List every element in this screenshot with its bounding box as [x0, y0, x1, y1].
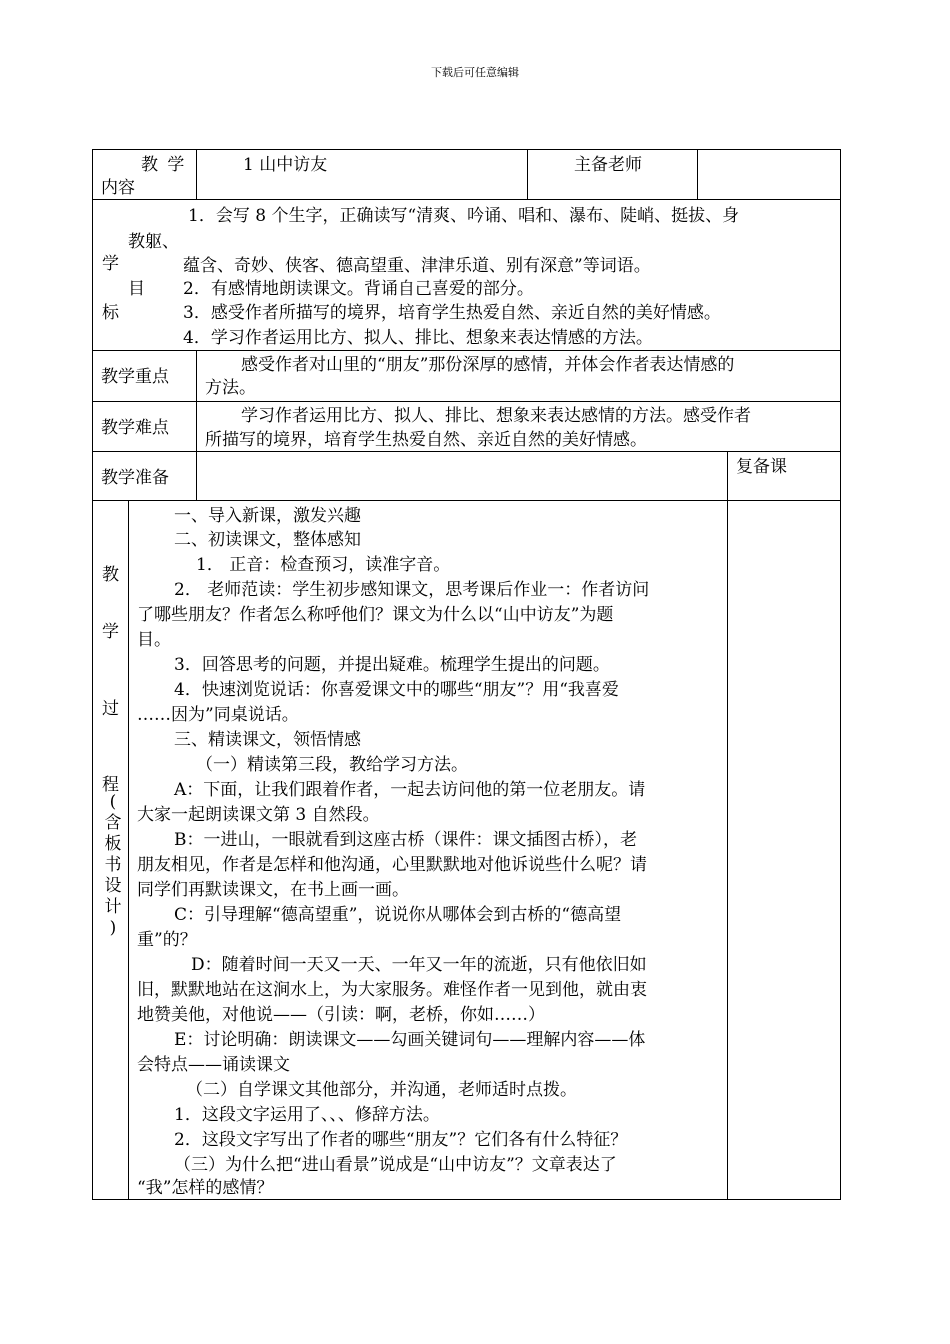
review-label: 复备课 — [736, 457, 787, 477]
header-note: 下载后可任意编辑 — [431, 66, 519, 79]
key-points-line: 方法。 — [205, 378, 256, 398]
table-border-left — [92, 149, 93, 1200]
process-line: 重”的？ — [137, 930, 197, 950]
process-line: 二、初读课文，整体感知 — [174, 530, 361, 550]
row-separator — [92, 401, 841, 402]
process-line: （二）自学课文其他部分，并沟通，老师适时点拨。 — [186, 1080, 577, 1100]
process-label-char: 过 — [102, 699, 119, 719]
process-line: 大家一起朗读课文第 3 自然段。 — [137, 805, 380, 825]
difficulties-label: 教学难点 — [101, 418, 169, 438]
row-separator — [92, 199, 841, 200]
process-line: C：引导理解“德高望重”，说说你从哪体会到古桥的“德高望 — [174, 905, 622, 925]
teacher-label: 主备老师 — [574, 155, 642, 175]
goal-line: 4．学习作者运用比方、拟人、排比、想象来表达情感的方法。 — [183, 328, 653, 348]
process-line: 4．快速浏览说话：你喜爱课文中的哪些“朋友”？用“我喜爱 — [174, 680, 619, 700]
key-points-line: 感受作者对山里的“朋友”那份深厚的感情，并体会作者表达情感的 — [241, 355, 735, 375]
table-border-top — [92, 149, 841, 150]
difficulties-line: 学习作者运用比方、拟人、排比、想象来表达感情的方法。感受作者 — [241, 406, 751, 426]
process-line: 2．这段文字写出了作者的哪些“朋友”？它们各有什么特征？ — [174, 1130, 628, 1150]
table-border-right — [840, 149, 841, 1200]
process-label-char: 程 — [102, 775, 119, 795]
process-line: 旧，默默地站在这涧水上，为大家服务。难怪作者一见到他，就由衷 — [137, 980, 647, 1000]
subtitle-char: 板 — [104, 834, 122, 854]
col-separator — [727, 451, 728, 1200]
col-separator — [128, 500, 129, 1200]
process-label-subtitle — [102, 792, 124, 939]
subtitle-char: ( — [109, 792, 117, 812]
goal-line: 1．会写 8 个生字，正确读写“清爽、吟诵、唱和、瀑布、陡峭、挺拔、身 — [188, 206, 740, 226]
key-points-label: 教学重点 — [101, 367, 169, 387]
process-line: 了哪些朋友？作者怎么称呼他们？课文为什么以“山中访友”为题 — [137, 605, 614, 625]
preparation-label: 教学准备 — [101, 468, 169, 488]
difficulties-line: 所描写的境界，培育学生热爱自然、亲近自然的美好情感。 — [205, 430, 647, 450]
process-label-char: 教 — [102, 565, 119, 585]
process-line: A：下面，让我们跟着作者，一起去访问他的第一位老朋友。请 — [174, 780, 646, 800]
process-line: 目。 — [137, 630, 171, 650]
process-line: 1． 正音：检查预习，读准字音。 — [196, 555, 451, 575]
subtitle-char: ) — [109, 918, 117, 938]
goal-line: 躯、 — [145, 232, 179, 252]
process-line: 2． 老师范读：学生初步感知课文，思考课后作业一：作者访问 — [174, 580, 650, 600]
process-line: 三、精读课文，领悟情感 — [174, 730, 361, 750]
row-separator — [92, 350, 841, 351]
process-line: （三）为什么把“进山看景”说成是“山中访友”？文章表达了 — [174, 1155, 617, 1175]
process-line: D：随着时间一天又一天、一年又一年的流逝，只有他依旧如 — [191, 955, 647, 975]
process-label-char: 学 — [102, 622, 119, 642]
goals-label-mu: 目 — [128, 279, 145, 299]
content-label-top: 教 学 — [141, 155, 187, 175]
goal-line: 2．有感情地朗读课文。背诵自己喜爱的部分。 — [183, 279, 534, 299]
lesson-title: 1 山中访友 — [243, 155, 328, 175]
process-line: 1．这段文字运用了、、、修辞方法。 — [174, 1105, 440, 1125]
subtitle-char: 设 — [104, 876, 122, 896]
subtitle-char: 含 — [104, 813, 122, 833]
subtitle-char: 计 — [104, 897, 122, 917]
col-separator — [196, 149, 197, 200]
process-line: E：讨论明确：朗读课文——勾画关键词句——理解内容——体 — [174, 1030, 646, 1050]
goals-label-jiao: 教 — [128, 232, 145, 252]
process-line: B：一进山，一眼就看到这座古桥（课件：课文插图古桥），老 — [174, 830, 637, 850]
process-line: （一）精读第三段，教给学习方法。 — [196, 755, 468, 775]
col-separator — [527, 149, 528, 200]
col-separator — [697, 149, 698, 200]
process-line: 地赞美他，对他说——（引读：啊，老桥，你如……） — [137, 1005, 545, 1025]
goals-label-xue: 学 — [102, 254, 119, 274]
process-line: “我”怎样的感情？ — [137, 1178, 274, 1198]
subtitle-char: 书 — [104, 855, 122, 875]
process-line: 3．回答思考的问题，并提出疑难。梳理学生提出的问题。 — [174, 655, 610, 675]
process-line: 会特点——诵读课文 — [137, 1055, 290, 1075]
process-line: 一、导入新课，激发兴趣 — [174, 506, 361, 526]
process-line: 朋友相见，作者是怎样和他沟通，心里默默地对他诉说些什么呢？请 — [137, 855, 647, 875]
process-line: 同学们再默读课文，在书上画一画。 — [137, 880, 409, 900]
goals-label-biao: 标 — [102, 303, 119, 323]
row-separator — [92, 500, 841, 501]
col-separator — [196, 350, 197, 501]
content-label-bottom: 内容 — [101, 178, 135, 198]
goal-line: 蕴含、奇妙、侠客、德高望重、津津乐道、别有深意”等词语。 — [183, 256, 651, 276]
goal-line: 3．感受作者所描写的境界，培育学生热爱自然、亲近自然的美好情感。 — [183, 303, 721, 323]
process-line: ……因为”同桌说话。 — [137, 705, 299, 725]
